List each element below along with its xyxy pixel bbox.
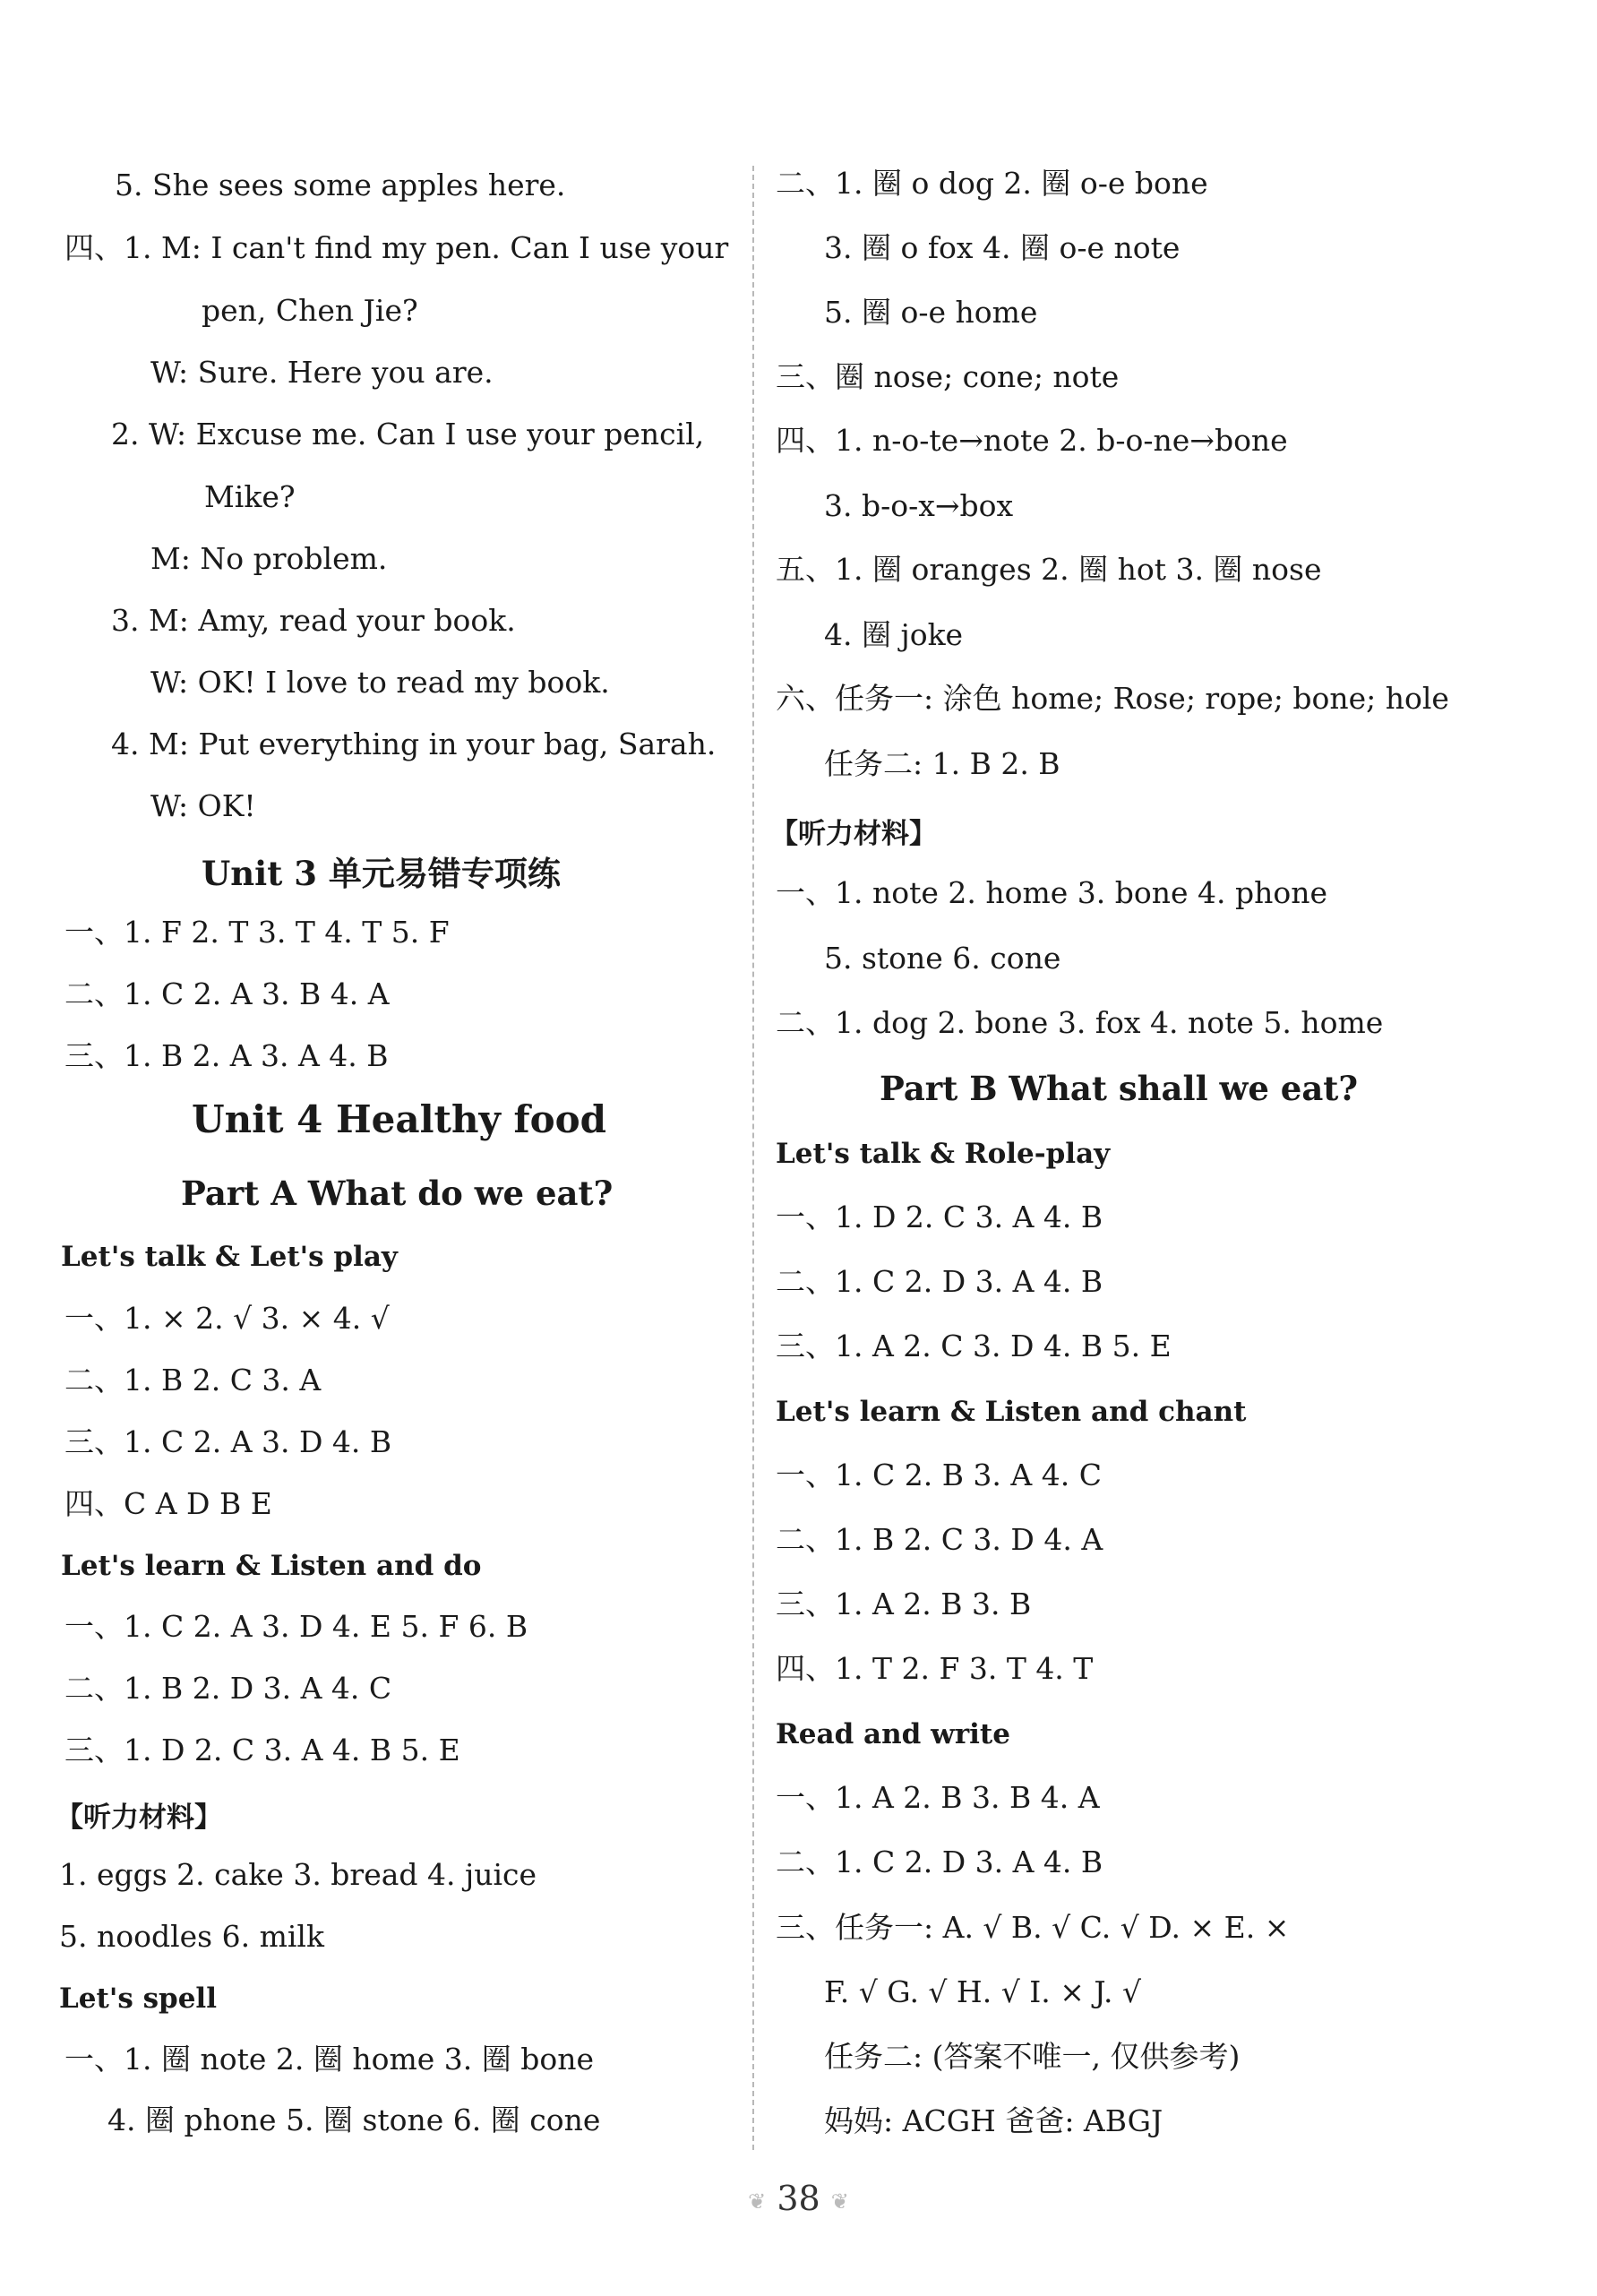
answer-line: W: Sure. Here you are. [150,355,494,390]
answer-line: 三、圈 nose; cone; note [776,359,1120,394]
answer-line: 3. b-o-x→box [824,488,1014,523]
answer-line: 妈妈: ACGH 爸爸: ABGJ [824,2103,1163,2138]
answer-line: 三、1. A 2. B 3. B [776,1587,1032,1621]
answer-line: 三、1. B 2. A 3. A 4. B [64,1038,389,1073]
answer-line: 四、C A D B E [64,1486,272,1521]
answer-line: 4. 圈 joke [824,617,964,652]
answer-line: 四、1. n-o-te→note 2. b-o-ne→bone [776,423,1288,458]
answer-line: F. √ G. √ H. √ I. × J. √ [824,1974,1142,2009]
listening-heading: 【听力材料】 [770,818,937,850]
answer-line: 5. 圈 o-e home [824,295,1038,330]
answer-line: 2. W: Excuse me. Can I use your pencil, [111,417,705,451]
answer-line: 5. stone 6. cone [824,941,1061,976]
answer-line: M: No problem. [150,541,388,576]
answer-line: 任务二: 1. B 2. B [824,746,1060,781]
answer-line: pen, Chen Jie? [202,293,418,328]
answer-line: 三、1. D 2. C 3. A 4. B 5. E [64,1733,460,1767]
part-a-heading: Part A What do we eat? [181,1174,614,1213]
answer-line: 一、1. C 2. B 3. A 4. C [776,1458,1102,1492]
answer-line: 三、任务一: A. √ B. √ C. √ D. × E. × [776,1910,1290,1945]
answer-line: 二、1. dog 2. bone 3. fox 4. note 5. home [776,1005,1384,1040]
answer-line: 三、1. C 2. A 3. D 4. B [64,1424,392,1459]
answer-line: Mike? [204,479,296,514]
answer-line: 六、任务一: 涂色 home; Rose; rope; bone; hole [776,681,1449,716]
page-number [0,2179,1597,2218]
answer-line: 任务二: (答案不唯一, 仅供参考) [824,2039,1241,2074]
section-heading: Read and write [776,1718,1010,1750]
answer-line: W: OK! I love to read my book. [150,665,610,700]
leaf-ornament-icon: ❦ [748,2189,767,2214]
section-heading: Let's spell [59,1982,217,2015]
answer-line: 一、1. 圈 note 2. 圈 home 3. 圈 bone [64,2042,595,2077]
answer-line: 3. 圈 o fox 4. 圈 o-e note [824,230,1181,265]
section-heading: Let's learn & Listen and do [61,1550,482,1582]
answer-line: 四、1. M: I can't find my pen. Can I use your [64,230,729,265]
section-heading: Let's talk & Role-play [776,1138,1111,1170]
answer-line: 5. noodles 6. milk [59,1919,324,1954]
answer-line: 4. 圈 phone 5. 圈 stone 6. 圈 cone [107,2103,601,2137]
page-number-text: 38 [777,2179,820,2218]
answer-line: 1. eggs 2. cake 3. bread 4. juice [59,1857,537,1892]
answer-line: 二、1. B 2. C 3. A [64,1363,322,1397]
answer-line: 5. She sees some apples here. [115,168,566,202]
answer-line: 一、1. note 2. home 3. bone 4. phone [776,875,1328,910]
answer-line: 二、1. 圈 o dog 2. 圈 o-e bone [776,166,1208,201]
answer-line: 4. M: Put everything in your bag, Sarah. [111,727,717,761]
answer-line: 一、1. D 2. C 3. A 4. B [776,1200,1103,1234]
answer-line: 二、1. B 2. D 3. A 4. C [64,1671,392,1706]
answer-line: 四、1. T 2. F 3. T 4. T [776,1651,1094,1686]
column-divider [752,166,754,2150]
section-heading: Let's talk & Let's play [61,1241,398,1273]
unit4-heading: Unit 4 Healthy food [192,1097,606,1141]
part-b-heading: Part B What shall we eat? [880,1069,1359,1108]
answer-line: 一、1. A 2. B 3. B 4. A [776,1780,1100,1815]
answer-line: 一、1. C 2. A 3. D 4. E 5. F 6. B [64,1609,528,1644]
answer-line: 二、1. C 2. A 3. B 4. A [64,976,390,1011]
answer-line: 3. M: Amy, read your book. [111,603,516,638]
listening-heading: 【听力材料】 [56,1802,222,1834]
section-heading: Let's learn & Listen and chant [776,1396,1247,1428]
answer-line: 二、1. B 2. C 3. D 4. A [776,1522,1103,1557]
answer-line: 五、1. 圈 oranges 2. 圈 hot 3. 圈 nose [776,552,1322,587]
answer-line: 一、1. × 2. √ 3. × 4. √ [64,1301,390,1336]
answer-line: 二、1. C 2. D 3. A 4. B [776,1845,1103,1879]
leaf-ornament-icon: ❦ [830,2189,849,2214]
answer-line: 一、1. F 2. T 3. T 4. T 5. F [64,915,450,950]
answer-line: W: OK! [150,788,256,823]
answer-line: 三、1. A 2. C 3. D 4. B 5. E [776,1329,1172,1363]
unit3-heading: Unit 3 单元易错专项练 [202,854,561,893]
answer-line: 二、1. C 2. D 3. A 4. B [776,1264,1103,1299]
